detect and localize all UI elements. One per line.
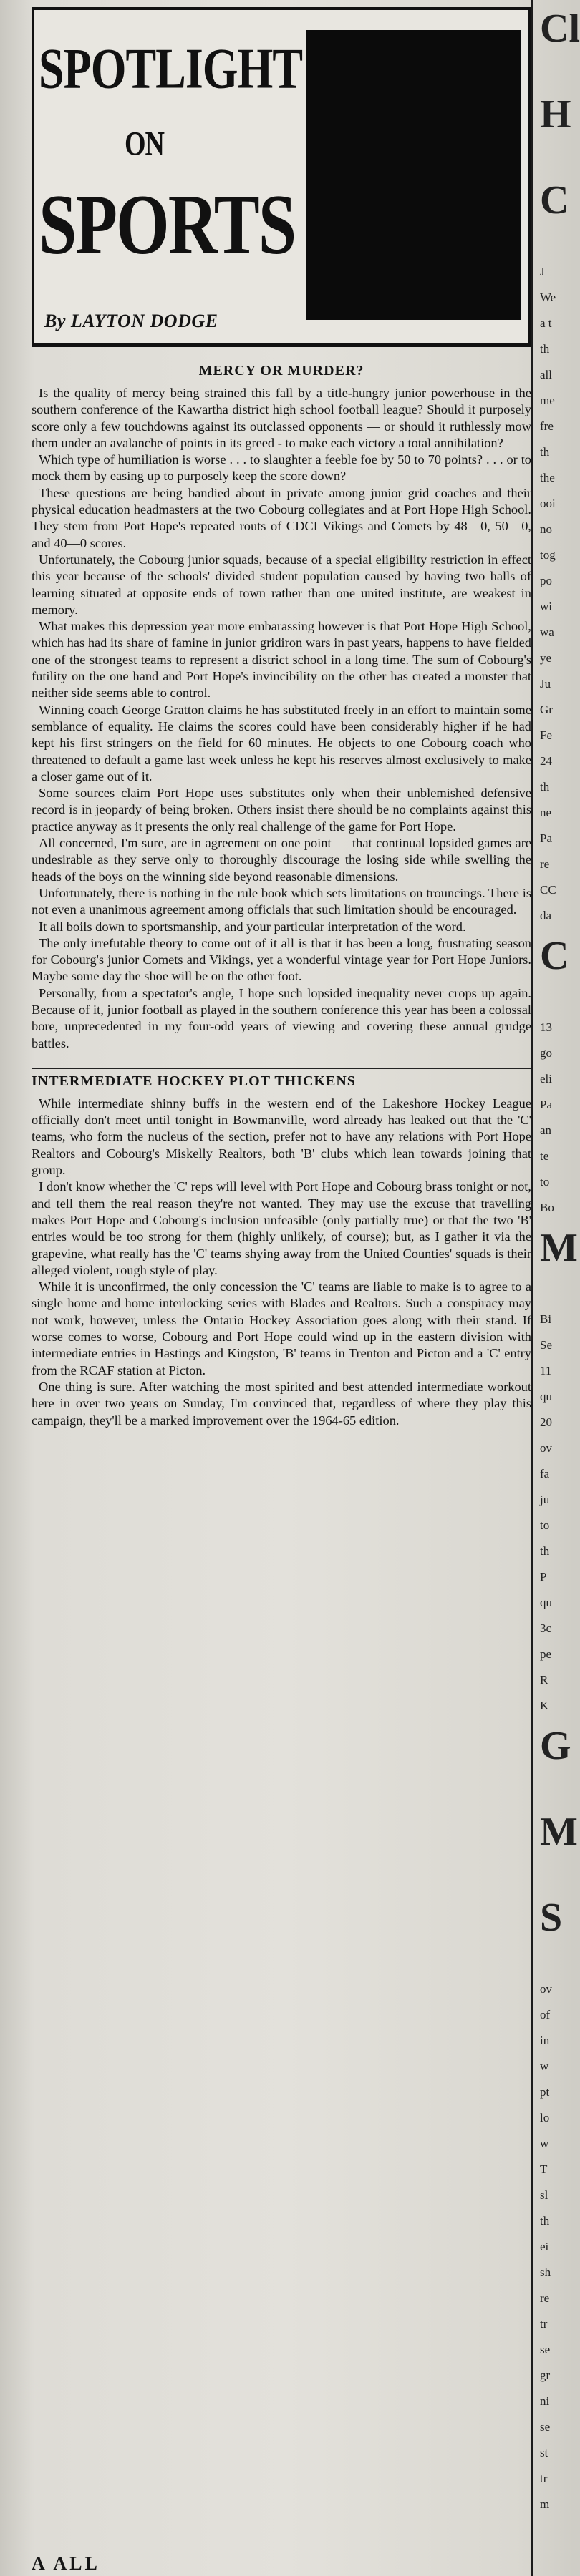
byline: By LAYTON DODGE	[44, 311, 218, 331]
adjacent-column-text: J	[540, 265, 545, 278]
adjacent-column-text: ni	[540, 2394, 550, 2408]
adjacent-column-text: po	[540, 574, 552, 587]
adjacent-column-text: ov	[540, 1441, 552, 1455]
adjacent-column-text: wi	[540, 600, 552, 613]
adjacent-column-text: sl	[540, 2188, 548, 2202]
article-headline-hockey: INTERMEDIATE HOCKEY PLOT THICKENS	[32, 1068, 531, 1090]
adjacent-column-text: M	[540, 1810, 578, 1854]
adjacent-column-text: qu	[540, 1390, 552, 1403]
adjacent-column-text: tog	[540, 548, 556, 562]
article-paragraph: Unfortunately, there is nothing in the rule book which sets limitations on trouncings. There is not even a unanimous agreement among officials that such limitation should be encouraged.	[32, 885, 531, 917]
adjacent-column-text: m	[540, 2497, 550, 2511]
adjacent-column-text: lo	[540, 2111, 550, 2124]
adjacent-column-text: me	[540, 394, 555, 407]
adjacent-column-text: tr	[540, 2317, 548, 2331]
article-paragraph: All concerned, I'm sure, are in agreement on one point — that continual lopsided games are undesirable as they serve only to thoroughly discourage the losing side while swelling the heads of the boys on the winning side beyond reasonable dimensions.	[32, 836, 531, 884]
article-paragraph: Unfortunately, the Cobourg junior squads, because of a special eligibility restriction in effect this year because of the schools' divided student population caused by having two halls of learning situated at opposite ends of town rather than one united institute, are weakest in memory.	[32, 552, 531, 617]
adjacent-column-text: fa	[540, 1467, 550, 1480]
adjacent-column-text: no	[540, 522, 552, 536]
adjacent-column-text: C	[540, 934, 569, 978]
adjacent-column-text: M	[540, 1226, 578, 1270]
adjacent-column-text: 20	[540, 1415, 552, 1429]
article-paragraph: While intermediate shinny buffs in the western end of the Lakeshore Hockey League officially don't meet until tonight in Bowmanville, word already has leaked out that the 'C' teams, who form the nucleus of the section, prefer not to have any relations with Port Hope Realtors and Cobourg's Miskelly Realtors, both 'B' clubs which lean towards joining that group.	[32, 1096, 531, 1178]
adjacent-column-fragment	[536, 0, 580, 2576]
bottom-cutoff-text: A ALL	[32, 2553, 100, 2574]
adjacent-column-text: ooi	[540, 497, 556, 510]
adjacent-column-text: G	[540, 1724, 571, 1768]
article-paragraph: These questions are being bandied about in private among junior grid coaches and their physical education headmasters at the two Cobourg collegiates and at Port Hope High School. They stem from Port Hope's repeated routs of CDCI Vikings and Comets by 48—0, 50—0, and 40—0 scores.	[32, 485, 531, 550]
adjacent-column-text: da	[540, 909, 552, 922]
adjacent-column-text: in	[540, 2034, 550, 2047]
adjacent-column-text: re	[540, 857, 550, 871]
adjacent-column-text: Gr	[540, 703, 553, 716]
adjacent-column-text: ov	[540, 1982, 552, 1996]
adjacent-column-text: st	[540, 2446, 548, 2459]
adjacent-column-text: K	[540, 1699, 549, 1712]
adjacent-column-text: th	[540, 2214, 550, 2228]
adjacent-column-text: of	[540, 2008, 551, 2021]
adjacent-column-text: to	[540, 1175, 550, 1189]
adjacent-column-text: Se	[540, 1338, 552, 1352]
adjacent-column-text: all	[540, 368, 552, 381]
adjacent-column-text: an	[540, 1123, 552, 1137]
adjacent-column-text: th	[540, 342, 550, 356]
article-paragraph: Is the quality of mercy being strained this fall by a title-hungry junior powerhouse in the southern conference of the Kawartha district high school football league? Should it purposely score only a few touchdowns against its outclassed opponents — or should it ruthlessly mow them under an avalanche of points in its greed - to make each victory a total annihilation?	[32, 386, 531, 450]
adjacent-column-text: ne	[540, 806, 552, 819]
header-title-sports: SPORTS	[39, 176, 296, 273]
adjacent-column-text: fre	[540, 419, 554, 433]
article-body-hockey	[32, 1096, 531, 1429]
column-divider	[531, 0, 533, 2576]
adjacent-column-text: 3c	[540, 1621, 552, 1635]
adjacent-column-text: Pa	[540, 1098, 552, 1111]
adjacent-column-text: w	[540, 2137, 549, 2150]
adjacent-column-text: tr	[540, 2472, 548, 2485]
adjacent-column-text: C	[540, 178, 569, 223]
article-paragraph: One thing is sure. After watching the most spirited and best attended intermediate workout here in over two years on Sunday, I'm convinced that, regardless of where they play this campaign, they'll be a marked improvement over the 1964-65 edition.	[32, 1379, 531, 1428]
adjacent-column-text: ei	[540, 2240, 549, 2253]
header-title-on: ON	[125, 125, 164, 163]
article-paragraph: While it is unconfirmed, the only concession the 'C' teams are liable to make is to agree to a single home and home interlocking series with Blades and Realtors. Such a conspiracy may not work, however, unless the Ontario Hockey Association goes along with their stand. If worse comes to worse, Cobourg and Port Hope could wind up in the eastern division with intermediate entries in Hastings and Kingston, 'B' teams in Trenton and Picton and a 'C' entry from the RCAF station at Picton.	[32, 1279, 531, 1377]
article-paragraph: Personally, from a spectator's angle, I hope such lopsided inequality never crops up again. Because of it, junior football as played in the southern conference this year has been a colossal bore, unprecedented in my four-odd years of viewing and covering these annual grudge battles.	[32, 985, 531, 1050]
article-body-mercy	[32, 385, 531, 1052]
adjacent-column-text: the	[540, 471, 555, 484]
article-paragraph: Some sources claim Port Hope uses substitutes only when their unblemished defensive record is in jeopardy of being broken. Others insist there should be no complaints against this practice anyway as it presents the only real challenge of the game for Port Hope.	[32, 786, 531, 834]
adjacent-column-text: pe	[540, 1647, 552, 1661]
adjacent-column-text: th	[540, 780, 550, 794]
adjacent-column-text: Fe	[540, 728, 552, 742]
column-header	[32, 7, 531, 347]
adjacent-column-text: se	[540, 2420, 551, 2434]
adjacent-column-text: pt	[540, 2085, 550, 2099]
article-paragraph: Which type of humiliation is worse . . . to slaughter a feeble foe by 50 to 70 points? . . . or to mock them by easing up to purposely keep the score down?	[32, 452, 531, 484]
article-headline-mercy: MERCY OR MURDER?	[198, 363, 364, 379]
adjacent-column-text: th	[540, 445, 550, 459]
adjacent-column-text: go	[540, 1046, 552, 1060]
adjacent-column-text: te	[540, 1149, 549, 1163]
adjacent-column-text: Ju	[540, 677, 551, 691]
sports-column	[32, 7, 531, 2555]
adjacent-column-text: eli	[540, 1072, 552, 1085]
adjacent-column-text: ju	[540, 1493, 550, 1506]
adjacent-column-text: a t	[540, 316, 552, 330]
adjacent-column-text: Pa	[540, 831, 552, 845]
adjacent-column-text: th	[540, 1544, 550, 1558]
adjacent-column-text: S	[540, 1896, 563, 1940]
adjacent-column-text: Bo	[540, 1201, 554, 1214]
adjacent-column-text: w	[540, 2059, 549, 2073]
adjacent-column-text: ye	[540, 651, 552, 665]
adjacent-column-text: R	[540, 1673, 548, 1687]
adjacent-column-text: wa	[540, 625, 554, 639]
article-paragraph: The only irrefutable theory to come out of it all is that it has been a long, frustrating season for Cobourg's junior Comets and Vikings, yet a wonderful vintage year for Port Hope Juniors. Maybe some day the shoe will be on the other foot.	[32, 935, 531, 984]
adjacent-column-text: qu	[540, 1596, 552, 1609]
adjacent-column-text: re	[540, 2291, 550, 2305]
adjacent-column-text: se	[540, 2343, 551, 2356]
adjacent-column-text: 24	[540, 754, 552, 768]
adjacent-column-text: to	[540, 1518, 550, 1532]
article-paragraph: Winning coach George Gratton claims he has substituted freely in an effort to maintain some semblance of equality. He claims the scores could have been considerably higher if he had kept his first stringers on the field for 60 minutes. He objects to one Cobourg coach who threatened to default a game last week unless he kept his reserves almost exclusively to make a closer game out of it.	[32, 702, 531, 784]
adjacent-column-text: sh	[540, 2265, 551, 2279]
header-title-spotlight: SPOTLIGHT	[39, 36, 302, 100]
adjacent-column-text: 13	[540, 1020, 552, 1034]
adjacent-column-text: T	[540, 2162, 548, 2176]
adjacent-column-text: H	[540, 92, 571, 137]
adjacent-column-text: CC	[540, 883, 556, 897]
article-paragraph: What makes this depression year more embarassing however is that Port Hope High School, which has had its share of famine in junior gridiron wars in past years, happens to have fielded one of the strongest teams to represent a district school in a long time. The sum of Cobourg's futility on the one hand and Port Hope's invincibility on the other has created a monster that neither side seems able to control.	[32, 619, 531, 701]
adjacent-column-text: Bi	[540, 1312, 552, 1326]
adjacent-column-text: 11	[540, 1364, 552, 1377]
adjacent-column-text: gr	[540, 2368, 551, 2382]
adjacent-column-text: P	[540, 1570, 547, 1584]
article-paragraph: I don't know whether the 'C' reps will level with Port Hope and Cobourg brass tonight or not, and tell them the real reason they're not wanted. They may use the excuse that travelling makes Port Hope and Cobourg's inclusion unfeasible (only partially true) or that the two 'B' entries would be too strong for them (highly unlikely, of course); but, as I gather it via the grapevine, what really has the 'C' teams shying away from the United Counties' squads is their alleged violent, rough style of play.	[32, 1179, 531, 1277]
article-paragraph: It all boils down to sportsmanship, and your particular interpretation of the word.	[39, 919, 466, 934]
adjacent-column-text: We	[540, 291, 556, 304]
adjacent-column-text: Cl	[540, 6, 580, 51]
columnist-photo	[306, 30, 521, 320]
